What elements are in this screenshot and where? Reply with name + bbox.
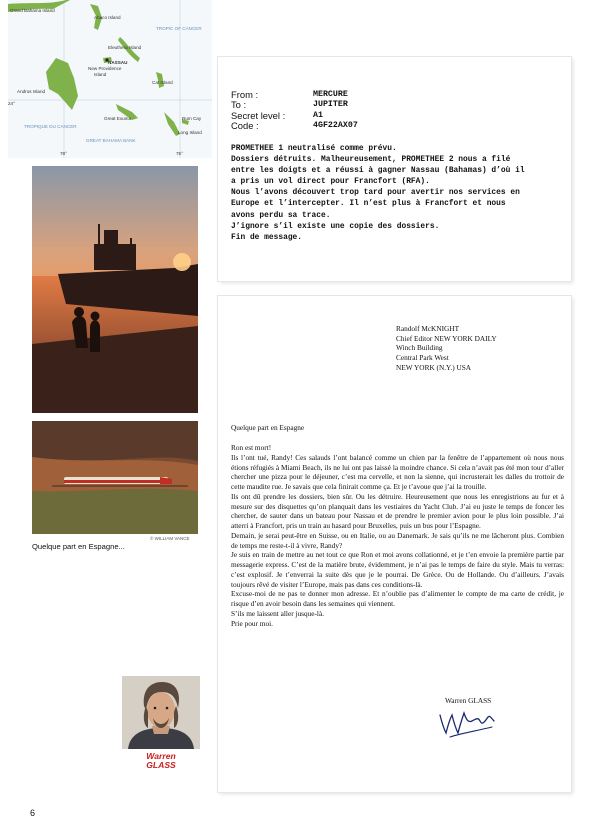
code-value: 4GF22AX07	[313, 121, 358, 130]
recipient-address	[396, 324, 497, 373]
letter-paragraph: Ils l’ont tué, Randy! Ces salauds l’ont balancé comme un chien par la fenêtre de l’appartement où nous nous étions réfugiés à Miami Beach, ils ne lui ont pas laissé la moindre chance. Si cela n’avait pas été mon tour d’aller chercher une pizza pour le déjeuner, c’est ma cervelle, et non la sienne, qui incrusterait les dalles du trottoir de cette maudite rue. Je savais que cela finirait comme ça. Et je t’avoue que j’ai la trouille.	[231, 452, 564, 491]
map-label-tropique: TROPIQUE DU CANCER	[24, 124, 77, 129]
portrait-name-first: Warren	[146, 751, 176, 761]
red-train-in-valley-photo	[32, 421, 198, 534]
bahamas-map	[8, 0, 212, 158]
letter-body	[231, 443, 564, 628]
address-line: Randolf McKNIGHT	[396, 324, 460, 333]
message-body	[231, 143, 566, 243]
portrait-art	[122, 676, 200, 749]
warren-glass-portrait	[122, 676, 200, 749]
ship-at-sunset-photo	[32, 166, 198, 413]
from-label: From :	[231, 89, 259, 100]
letter-paragraph: Ils ont dû prendre les dossiers, bien sûr. Ou les détruire. Heureusement que nous les enregistrions au fur et à mesure sur des disquettes qu’on planquait dans les vestiaires du Yacht Club. J’ai eu juste le temps de foncer les chercher, de sauter dans un bateau pour Nassau et de prendre le premier avion pour le plus loin possible. J’ai atterri à Francfort, pris un train au hasard pour Bruxelles, puis un bus pour l’Espagne.	[231, 491, 564, 530]
code-label: Code :	[231, 120, 259, 131]
letter-paragraph: Demain, je serai peut-être en Suisse, ou en Italie, ou au Danemark. Je sais qu’ils ne me lâcheront plus. Combien de temps me reste-t-il à vivre, Randy?	[231, 530, 564, 550]
letter-paragraph: Je suis en train de mettre au net tout ce que Ron et moi avons collationné, et je t’en envoie la première partie par messagerie express. C’est de la matière brute, évidemment, je n’ai pas le temps de faire du style. Mais tu verras: c’est explosif. Je t’enverrai la suite dès que je le pourrai. De Grèce. Ou de Hollande. Ou d’ailleurs. J’avais toujours rêvé de visiter l’Europe, mais pas dans ces conditions-là.	[231, 550, 564, 589]
portrait-name-last: GLASS	[146, 760, 176, 770]
to-label: To :	[231, 99, 247, 110]
letter-paragraph: S’ils me laissent aller jusque-là.	[231, 608, 325, 618]
letter-paragraph: Ron est mort!	[231, 443, 272, 452]
letter-signer: Warren GLASS	[445, 696, 492, 705]
andros-shape	[46, 58, 78, 110]
message-line: Dossiers détruits. Malheureusement, PROMETHEE 2 nous a filé	[231, 155, 511, 165]
from-value: MERCURE	[313, 90, 348, 99]
map-label-lon-78: 78°	[60, 151, 67, 156]
portrait-name	[122, 752, 200, 770]
map-label-abaco: Abaco Island	[94, 15, 121, 20]
map-label-grand-bahama: Grand Bahama Island	[10, 8, 55, 13]
secret-level-value: A1	[313, 111, 323, 120]
map-label-great-bahama-bank: GREAT BAHAMA BANK	[86, 138, 136, 143]
ship-photo-art	[32, 166, 198, 413]
map-label-cat: Cat Island	[152, 80, 173, 85]
secret-level-label: Secret level :	[231, 110, 286, 121]
message-line: Fin de message.	[231, 232, 303, 242]
letter-card	[218, 296, 571, 792]
map-label-new-providence: New Providence	[88, 66, 122, 71]
address-line: Winch Building	[396, 343, 443, 353]
map-label-tropic: TROPIC OF CANCER	[156, 26, 202, 31]
map-label-rum-cay: Rum Cay	[182, 116, 202, 121]
map-label-great-exuma: Great Exuma	[104, 116, 132, 121]
message-line: PROMETHEE 1 neutralisé comme prévu.	[231, 144, 397, 153]
to-value: JUPITER	[313, 100, 348, 109]
message-line: Europe et l’intercepter. Il n’est plus à Francfort et nous	[231, 199, 506, 209]
photo-credit: © WILLIAM VANCE	[150, 536, 190, 541]
letter-paragraph: Prie pour moi.	[231, 618, 273, 628]
handwritten-signature	[436, 707, 496, 741]
map-label-nassau: NASSAU	[108, 60, 128, 65]
map-label-lat-24: 24°	[8, 101, 15, 106]
address-line: Chief Editor NEW YORK DAILY	[396, 333, 497, 343]
message-line: entre les doigts et a réussi à gagner Nassau (Bahamas) d’où il	[231, 166, 525, 176]
address-line: NEW YORK (N.Y.) USA	[396, 362, 472, 372]
page-number: 6	[30, 808, 36, 818]
message-line: J’ignore s’il existe une copie des dossiers.	[231, 221, 440, 231]
address-line: Central Park West	[396, 353, 449, 363]
photo-caption: Quelque part en Espagne...	[32, 542, 125, 551]
map-label-lon-75: 75°	[176, 151, 183, 156]
message-line: avons perdu sa trace.	[231, 210, 331, 220]
coded-message-card	[218, 57, 571, 281]
message-line: Nous l’avons découvert trop tard pour avertir nos services en	[231, 188, 520, 198]
map-label-eleuthera: Eleuthera Island	[108, 45, 142, 50]
train-photo-art	[32, 421, 198, 534]
map-label-andros: Andros Island	[17, 89, 46, 94]
map-label-island: Island	[94, 72, 107, 77]
letter-paragraph: Excuse-moi de ne pas te donner mon adresse. Et n’oublie pas d’alimenter le compte de ma carte de crédit, je risque d’en avoir besoin dans les semaines qui viennent.	[231, 589, 564, 608]
message-line: a pris un vol direct pour Francfort (RFA).	[231, 177, 430, 187]
letter-place: Quelque part en Espagne	[231, 423, 305, 432]
map-label-long-island: Long Island	[178, 130, 202, 135]
